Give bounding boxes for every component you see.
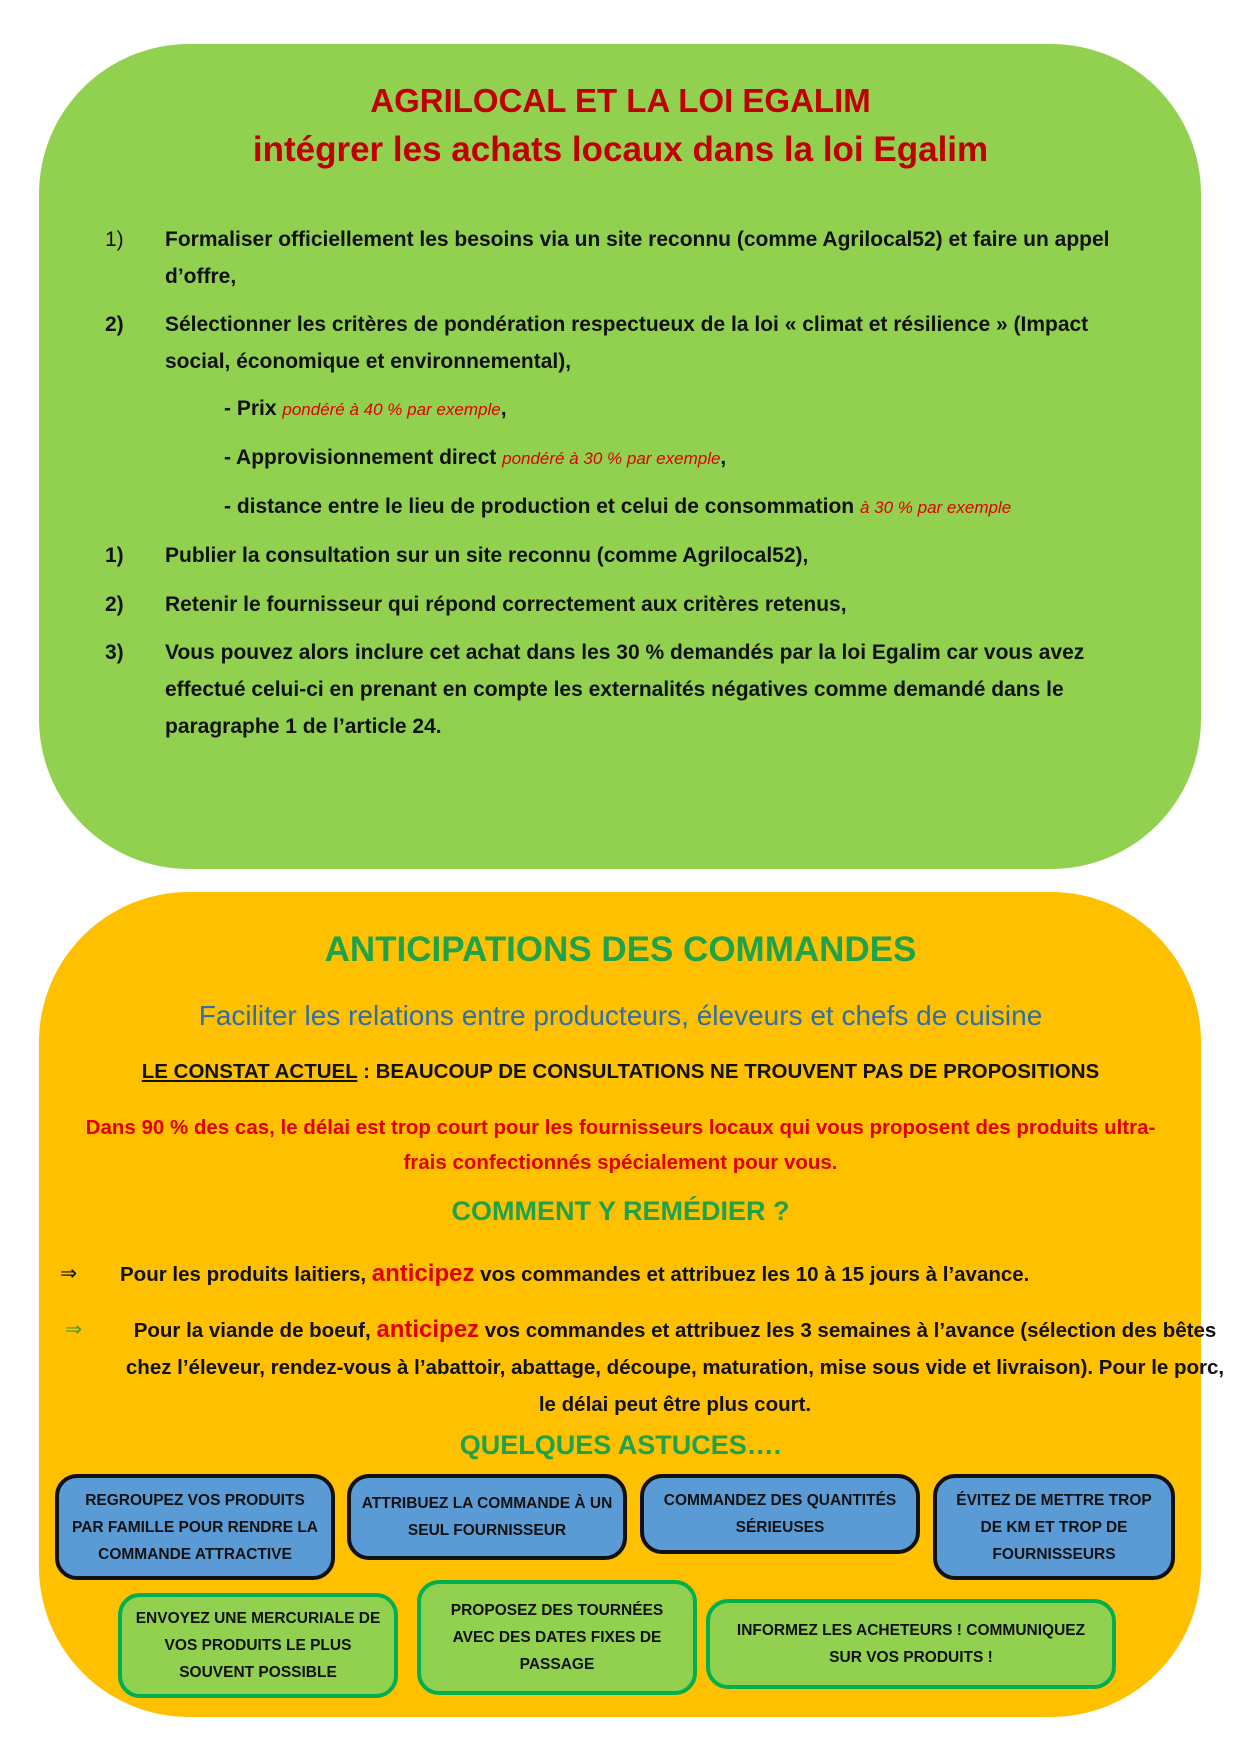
beef-text-end: vos commandes et attribuez les 3 semaines à l’avance (sélection des bêtes chez l’éleveur, rendez-vous à l’abattoir, abattage, découpe, maturation, mise sous vide et livraison). Pour le porc, le délai peut être plus court. [125,1319,1225,1416]
tip-box: REGROUPEZ VOS PRODUITS PAR FAMILLE POUR RENDRE LA COMMANDE ATTRACTIVE [55,1474,335,1580]
dairy-text-start: Pour les produits laitiers, [120,1263,372,1286]
item-text: Formaliser officiellement les besoins via un site reconnu (comme Agrilocal52) et faire un appel d’offre, [165,228,1110,288]
criterion-label: - distance entre le lieu de production et celui de consommation [224,495,855,518]
constat-text: : BEAUCOUP DE CONSULTATIONS NE TROUVENT PAS DE PROPOSITIONS [357,1060,1100,1083]
step-number: 3) [105,641,124,664]
remedy-title: COMMENT Y REMÉDIER ? [451,1196,790,1226]
delai-warning: Dans 90 % des cas, le délai est trop court pour les fournisseurs locaux qui vous proposent des produits ultra-frais confectionnés spécialement pour vous. [85,1116,1156,1174]
anticipez-keyword: anticipez [371,1260,475,1287]
item-number: 2) [105,313,124,336]
arrow-icon: ⇒ [60,1262,78,1285]
criterion-suffix: , [720,446,727,469]
criterion-note: pondéré à 40 % par exemple [282,400,501,419]
item-number: 1) [105,228,124,251]
criterion-label: - Prix [224,397,277,420]
item-text: Sélectionner les critères de pondération respectueux de la loi « climat et résilience » (Impact social, économique et environnemental), [165,313,1089,373]
criterion-price [224,394,507,425]
beef-text-start: Pour la viande de boeuf, [133,1319,377,1342]
criterion-note: pondéré à 30 % par exemple [502,449,721,468]
step-text: Vous pouvez alors inclure cet achat dans les 30 % demandés par la loi Egalim car vous avez effectué celui-ci en prenant en compte les externalités négatives comme demandé dans le paragraphe 1 de l’article 24. [165,641,1085,738]
criterion-label: - Approvisionnement direct [224,446,497,469]
tip-box: PROPOSEZ DES TOURNÉES AVEC DES DATES FIXES DE PASSAGE [417,1580,697,1695]
step-number: 2) [105,593,124,616]
step-text: Publier la consultation sur un site reconnu (comme Agrilocal52), [165,544,809,567]
step-text: Retenir le fournisseur qui répond correctement aux critères retenus, [165,593,847,616]
constat-line [0,1060,1241,1084]
anticipation-subtitle: Faciliter les relations entre producteurs, éleveurs et chefs de cuisine [198,1000,1043,1031]
tip-box: ÉVITEZ DE METTRE TROP DE KM ET TROP DE FOURNISSEURS [933,1474,1175,1580]
tip-box: ATTRIBUEZ LA COMMANDE À UN SEUL FOURNISSEUR [347,1474,627,1560]
step-number: 1) [105,544,124,567]
criterion-supply [224,443,726,474]
criterion-suffix: , [500,397,507,420]
arrow-icon: ⇒ [65,1318,83,1341]
dairy-text-end: vos commandes et attribuez les 10 à 15 jours à l’avance. [474,1263,1030,1286]
constat-label: LE CONSTAT ACTUEL [141,1060,358,1083]
tip-box: INFORMEZ LES ACHETEURS ! COMMUNIQUEZ SUR VOS PRODUITS ! [706,1599,1116,1689]
anticipation-title: ANTICIPATIONS DES COMMANDES [324,930,917,969]
criterion-distance [224,492,1011,523]
criterion-note: à 30 % par exemple [859,498,1012,517]
anticipez-keyword: anticipez [376,1316,480,1343]
tip-box: ENVOYEZ UNE MERCURIALE DE VOS PRODUITS LE PLUS SOUVENT POSSIBLE [118,1593,398,1698]
egalim-title: AGRILOCAL ET LA LOI EGALIM [370,82,871,119]
egalim-subtitle: intégrer les achats locaux dans la loi Egalim [252,130,989,169]
tip-box: COMMANDEZ DES QUANTITÉS SÉRIEUSES [640,1474,920,1554]
tips-title: QUELQUES ASTUCES…. [459,1430,782,1460]
